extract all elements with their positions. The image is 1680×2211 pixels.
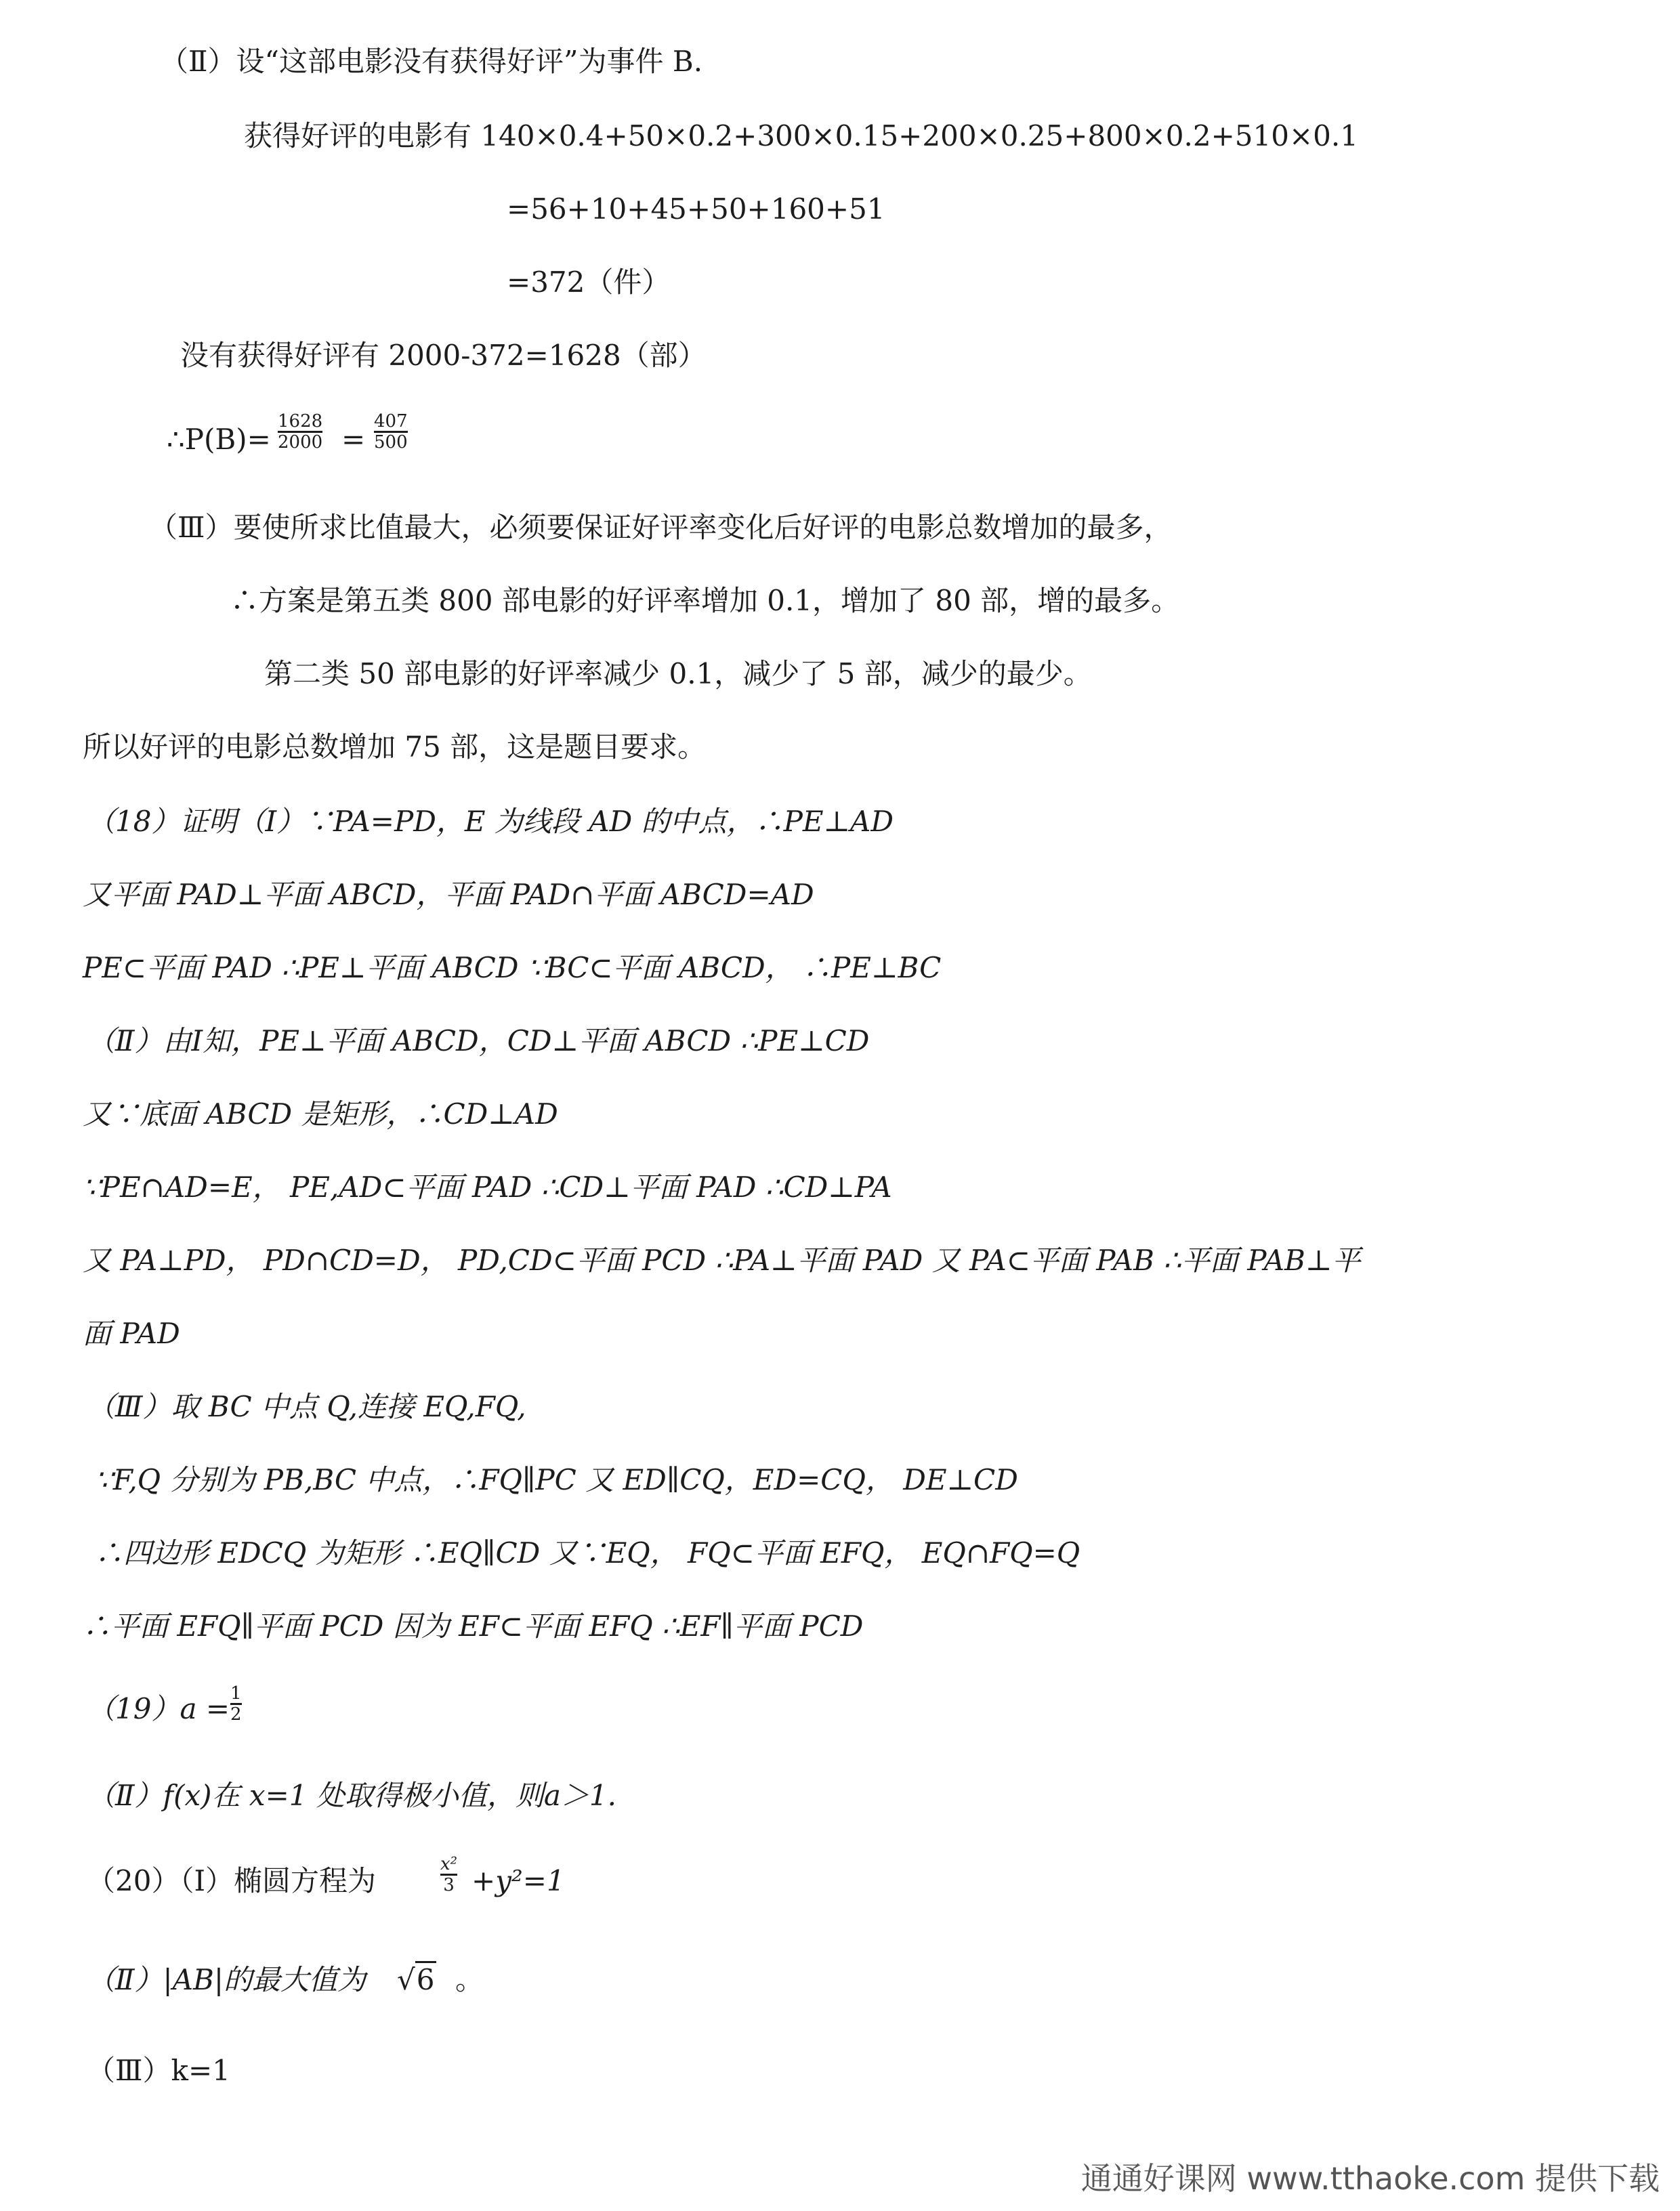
line-good-reviews-sum: 获得好评的电影有 140×0.4+50×0.2+300×0.15+200×0.25+800×0.2+510×0.1 xyxy=(244,119,1358,152)
line-part2-event-b: （Ⅱ）设“这部电影没有获得好评”为事件 B. xyxy=(160,45,703,78)
sqrt-radicand: 6 xyxy=(415,1961,436,1996)
line-q18-edcq: ∴四边形 EDCQ 为矩形 ∴EQ∥CD 又∵EQ， FQ⊂平面 EFQ， EQ∩FQ=Q xyxy=(95,1536,1080,1570)
q20-part2-suffix: 。 xyxy=(455,1963,484,1996)
equals-sign: = xyxy=(341,423,366,456)
footer-source-watermark: 通通好课网 www.tthaoke.com 提供下载 xyxy=(1080,2160,1660,2197)
sqrt-6 xyxy=(397,1962,436,1998)
fraction-denominator: 2000 xyxy=(278,432,323,452)
line-q18-pe-bc: PE⊂平面 PAD ∴PE⊥平面 ABCD ∵BC⊂平面 ABCD， ∴PE⊥BC xyxy=(83,951,942,984)
line-plan-category-five: ∴方案是第五类 800 部电影的好评率增加 0.1，增加了 80 部，增的最多。 xyxy=(230,584,1180,617)
line-q18-rectangle: 又∵底面 ABCD 是矩形，∴CD⊥AD xyxy=(83,1097,558,1131)
q19-prefix: （19）a = xyxy=(87,1692,230,1725)
line-q18-part2: （Ⅱ）由Ⅰ知，PE⊥平面 ABCD，CD⊥平面 ABCD ∴PE⊥CD xyxy=(87,1024,870,1057)
fraction-denominator: 3 xyxy=(443,1875,455,1895)
fraction-1628-2000 xyxy=(278,412,322,452)
line-q18-planes: 又平面 PAD⊥平面 ABCD，平面 PAD∩平面 ABCD=AD xyxy=(83,878,814,911)
fraction-denominator: 500 xyxy=(374,432,408,452)
q20-part2-prefix: （Ⅱ）|AB|的最大值为 xyxy=(87,1963,366,1996)
line-sum-result: =372（件） xyxy=(507,266,671,299)
line-part3-intro: （Ⅲ）要使所求比值最大，必须要保证好评率变化后好评的电影总数增加的最多， xyxy=(149,511,1173,544)
sqrt-icon: √ xyxy=(397,1963,415,1996)
line-q18-fq-pc: ∵F,Q 分别为 PB,BC 中点，∴FQ∥PC 又 ED∥CQ，ED=CQ， DE⊥CD xyxy=(95,1463,1018,1496)
line-sum-values: =56+10+45+50+160+51 xyxy=(507,192,885,226)
fraction-numerator: x² xyxy=(440,1854,458,1874)
fraction-one-half xyxy=(230,1684,242,1724)
line-q20-part3: （Ⅲ）k=1 xyxy=(87,2054,230,2087)
line-q18-pab-perp: 又 PA⊥PD， PD∩CD=D， PD,CD⊂平面 PCD ∴PA⊥平面 PAD 又 PA⊂平面 PAB ∴平面 PAB⊥平 xyxy=(83,1244,1361,1277)
fraction-numerator: 1628 xyxy=(278,411,323,431)
line-q18-plane-pad: 面 PAD xyxy=(83,1317,180,1350)
line-q18-part3: （Ⅲ）取 BC 中点 Q,连接 EQ,FQ, xyxy=(87,1390,526,1423)
fraction-numerator: 1 xyxy=(230,1683,242,1704)
line-q18-cd-pa: ∵PE∩AD=E， PE,AD⊂平面 PAD ∴CD⊥平面 PAD ∴CD⊥PA xyxy=(83,1171,892,1204)
fraction-numerator: 407 xyxy=(374,411,408,431)
fraction-407-500 xyxy=(374,412,408,452)
fraction-denominator: 2 xyxy=(230,1704,242,1725)
line-q18-part1: （18）证明（Ⅰ）∵PA=PD，E 为线段 AD 的中点，∴PE⊥AD xyxy=(87,805,894,838)
fraction-x2-over-3 xyxy=(440,1855,457,1895)
line-q19-part2: （Ⅱ）f(x)在 x=1 处取得极小值，则a＞1. xyxy=(87,1779,616,1812)
line-q18-ef-pcd: ∴平面 EFQ∥平面 PCD 因为 EF⊂平面 EFQ ∴EF∥平面 PCD xyxy=(83,1609,864,1643)
line-category-two: 第二类 50 部电影的好评率减少 0.1，减少了 5 部，减少的最少。 xyxy=(264,657,1092,690)
probability-prefix: ∴P(B)= xyxy=(167,423,271,456)
q20-suffix: +y²=1 xyxy=(471,1864,565,1897)
line-total-increase: 所以好评的电影总数增加 75 部，这是题目要求。 xyxy=(83,730,707,763)
q20-prefix: （20）（Ⅰ）椭圆方程为 xyxy=(87,1864,377,1897)
line-no-good-reviews: 没有获得好评有 2000-372=1628（部） xyxy=(180,339,707,372)
